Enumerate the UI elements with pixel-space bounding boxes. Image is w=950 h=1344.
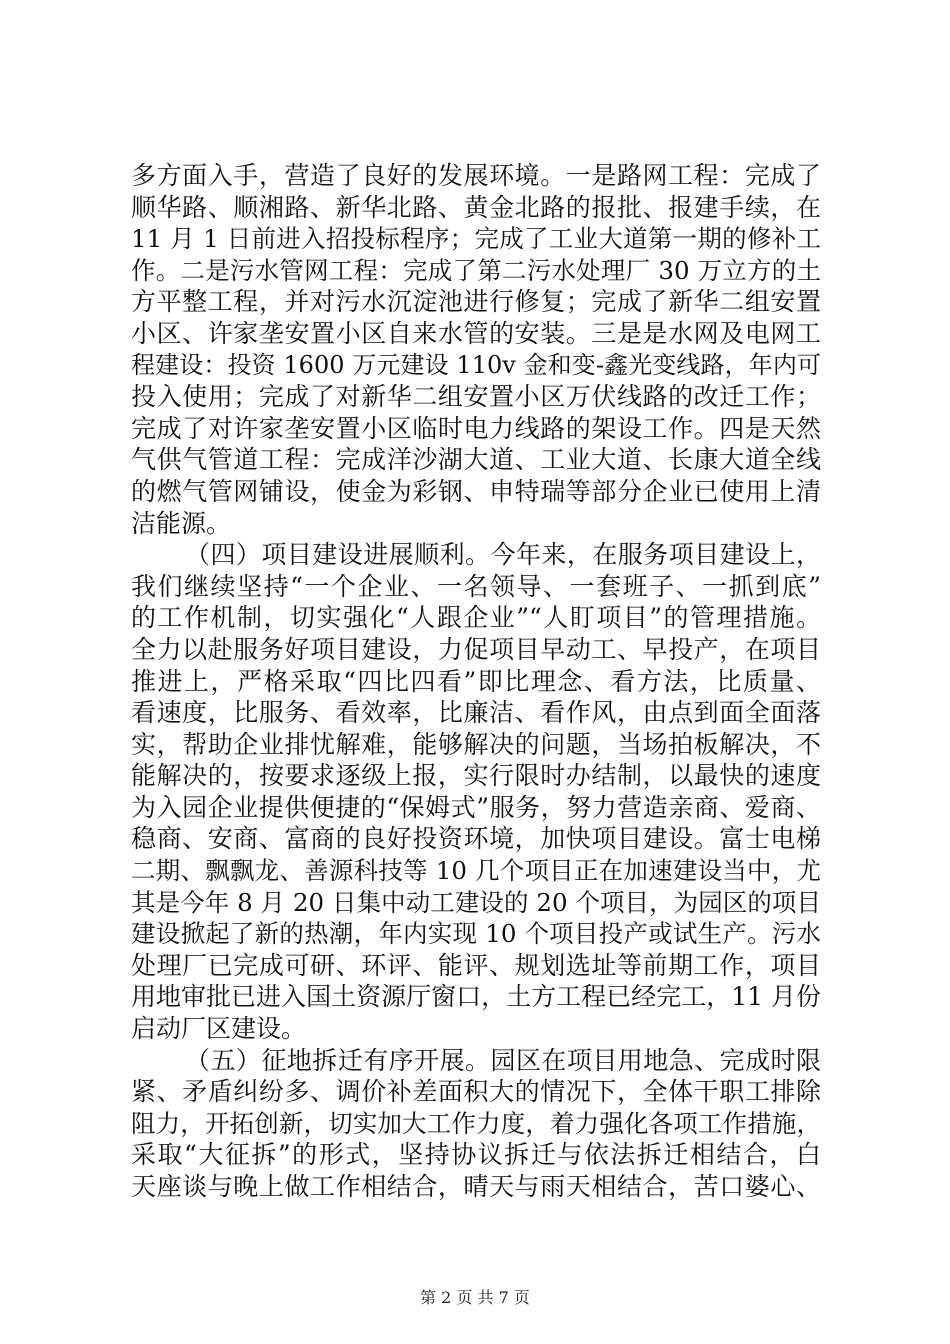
text-line: （四）项目建设进展顺利。今年来，在服务项目建设上， — [185, 540, 821, 570]
text-line: 洁能源。 — [131, 508, 232, 538]
text-line: 投入使用；完成了对新华二组安置小区万伏线路的改迁工作； — [131, 382, 821, 412]
text-line: 启动厂区建设。 — [131, 1014, 307, 1044]
text-line: 全力以赴服务好项目建设，力促项目早动工、早投产，在项目 — [131, 634, 821, 664]
text-line: 能解决的，按要求逐级上报，实行限时办结制，以最快的速度 — [131, 761, 821, 791]
text-line: 处理厂已完成可研、环评、能评、规划选址等前期工作，项目 — [131, 950, 821, 980]
text-line: 11 月 1 日前进入招投标程序；完成了工业大道第一期的修补工 — [131, 224, 821, 254]
document-body — [131, 160, 821, 1203]
text-line: 其是今年 8 月 20 日集中动工建设的 20 个项目，为园区的项目 — [131, 887, 821, 917]
text-line: 推进上，严格采取“四比四看”即比理念、看方法，比质量、 — [131, 666, 821, 696]
text-line: 气供气管道工程：完成洋沙湖大道、工业大道、长康大道全线 — [131, 445, 821, 475]
text-line: 方平整工程，并对污水沉淀池进行修复；完成了新华二组安置 — [131, 287, 821, 317]
text-line: 作。二是污水管网工程：完成了第二污水处理厂 30 万立方的土 — [131, 255, 821, 285]
text-line: 的工作机制，切实强化“人跟企业”“人盯项目”的管理措施。 — [131, 603, 821, 633]
text-line: 看速度，比服务、看效率，比廉洁、看作风，由点到面全面落 — [131, 698, 821, 728]
text-line: 采取“大征拆”的形式，坚持协议拆迁与依法拆迁相结合，白 — [131, 1140, 821, 1170]
text-line: 紧、矛盾纠纷多、调价补差面积大的情况下，全体干职工排除 — [131, 1077, 821, 1107]
text-line: 完成了对许家垄安置小区临时电力线路的架设工作。四是天然 — [131, 413, 821, 443]
text-line: 的燃气管网铺设，使金为彩钢、申特瑞等部分企业已使用上清 — [131, 476, 821, 506]
paragraph-project-construction — [131, 539, 821, 1045]
text-line: 建设掀起了新的热潮，年内实现 10 个项目投产或试生产。污水 — [131, 919, 821, 949]
text-line: 二期、飘飘龙、善源科技等 10 几个项目正在加速建设当中，尤 — [131, 856, 821, 886]
text-line: 程建设：投资 1600 万元建设 110v 金和变-鑫光变线路，年内可 — [131, 350, 821, 379]
text-line: 小区、许家垄安置小区自来水管的安装。三是是水网及电网工 — [131, 318, 821, 348]
page-number-footer: 第 2 页 共 7 页 — [420, 1288, 530, 1307]
text-line: 多方面入手，营造了良好的发展环境。一是路网工程：完成了 — [131, 161, 821, 190]
text-line: 顺华路、顺湘路、新华北路、黄金北路的报批、报建手续，在 — [131, 192, 821, 222]
text-line: 天座谈与晚上做工作相结合，晴天与雨天相结合，苦口婆心、 — [131, 1172, 821, 1201]
text-line: 为入园企业提供便捷的“保姆式”服务，努力营造亲商、爱商、 — [131, 792, 821, 822]
text-line: 实，帮助企业排忧解难，能够解决的问题，当场拍板解决，不 — [131, 729, 821, 759]
text-line: （五）征地拆迁有序开展。园区在项目用地急、完成时限 — [185, 1045, 821, 1075]
paragraph-road-pipeline-works — [131, 160, 821, 539]
text-line: 用地审批已进入国土资源厅窗口，土方工程已经完工，11 月份 — [131, 982, 821, 1012]
text-line: 我们继续坚持“一个企业、一名领导、一套班子、一抓到底” — [131, 571, 821, 601]
paragraph-land-acquisition — [131, 1045, 821, 1203]
text-line: 阻力，开拓创新，切实加大工作力度，着力强化各项工作措施， — [131, 1108, 821, 1138]
text-line: 稳商、安商、富商的良好投资环境，加快项目建设。富士电梯 — [131, 824, 821, 854]
